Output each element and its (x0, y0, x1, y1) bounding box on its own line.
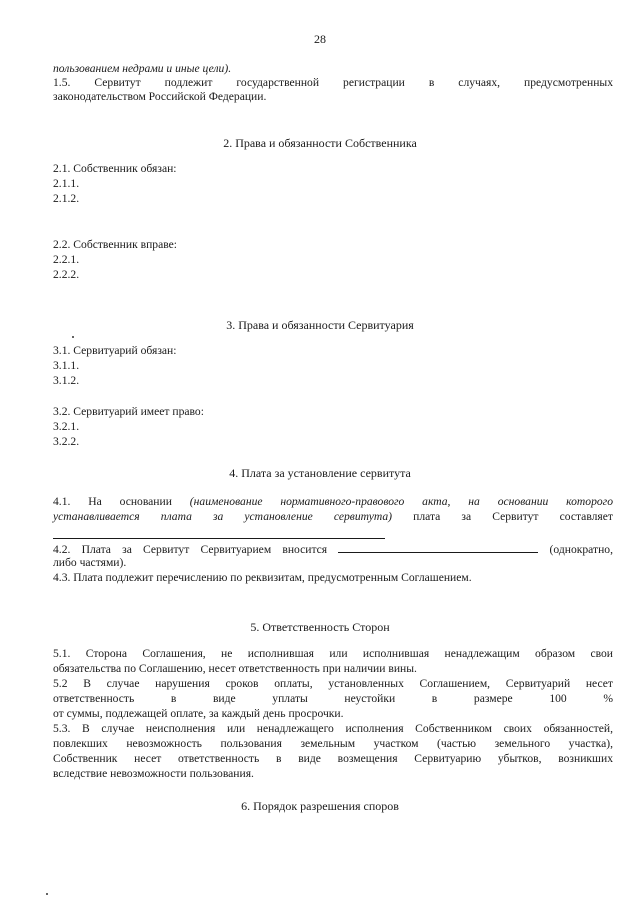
clause-4-2-line-2: либо частями). (53, 556, 127, 569)
clause-3-2-2: 3.2.2. (53, 435, 80, 448)
clause-1-5-line-1: 1.5. Сервитут подлежит государственной регистрации в случаях, предусмотренных (53, 76, 613, 89)
clause-2-1-1: 2.1.1. (53, 177, 80, 190)
clause-4-1-line-2 (53, 510, 613, 524)
ink-speck (72, 336, 74, 338)
clause-4-1-suffix: плата за Сервитут составляет (413, 510, 613, 523)
clause-4-2-prefix: 4.2. Плата за Сервитут Сервитуарием вносится (53, 543, 328, 556)
clause-2-2-2: 2.2.2. (53, 268, 80, 281)
clause-5-2-line-2: ответственность в виде уплаты неустойки в размере 100 % (53, 692, 613, 705)
clause-4-1-italic-1: (наименование нормативного-правового акта, на основании которого (189, 495, 613, 508)
clause-5-2-line-1: 5.2 В случае нарушения сроков оплаты, установленных Соглашением, Сервитуарий несет (53, 677, 613, 690)
payment-blank-line (338, 542, 538, 553)
clause-3-1-2: 3.1.2. (53, 374, 80, 387)
clause-3-1-1: 3.1.1. (53, 359, 80, 372)
page-number: 28 (314, 32, 326, 46)
clause-4-2-suffix: (однократно, (549, 543, 613, 556)
clause-5-3-line-3: Собственник несет ответственность в виде возмещения Сервитуарию убытков, возникших (53, 752, 613, 765)
amount-blank-line (53, 538, 385, 539)
clause-1-5-line-2: законодательством Российской Федерации. (53, 90, 267, 103)
clause-2-1: 2.1. Собственник обязан: (53, 162, 177, 175)
clause-5-1-line-2: обязательства по Соглашению, несет ответственность при наличии вины. (53, 662, 417, 675)
section-5-heading: 5. Ответственность Сторон (250, 620, 390, 634)
clause-5-2-line-3: от суммы, подлежащей оплате, за каждый день просрочки. (53, 707, 344, 720)
ink-speck (46, 893, 48, 895)
clause-4-2-line-1 (53, 542, 613, 557)
clause-4-3: 4.3. Плата подлежит перечислению по реквизитам, предусмотренным Соглашением. (53, 571, 472, 584)
clause-3-2-1: 3.2.1. (53, 420, 80, 433)
clause-2-2: 2.2. Собственник вправе: (53, 238, 178, 251)
section-2-heading: 2. Права и обязанности Собственника (223, 136, 417, 150)
clause-4-1-prefix: 4.1. На основании (53, 495, 172, 508)
clause-3-2: 3.2. Сервитуарий имеет право: (53, 405, 204, 418)
clause-2-2-1: 2.2.1. (53, 253, 80, 266)
clause-4-1-line-1 (53, 495, 613, 509)
clause-4-1-italic-2: устанавливается плата за установление сервитута) (53, 510, 393, 523)
clause-2-1-2: 2.1.2. (53, 192, 80, 205)
clause-5-3-line-2: повлекших невозможность пользования земельным участком (частью земельного участка), (53, 737, 613, 750)
clause-5-1-line-1: 5.1. Сторона Соглашения, не исполнившая или исполнившая ненадлежащим образом свои (53, 647, 613, 660)
clause-3-1: 3.1. Сервитуарий обязан: (53, 344, 177, 357)
intro-line-1: пользованием недрами и иные цели). (53, 62, 232, 75)
clause-5-3-line-4: вследствие невозможности пользования. (53, 767, 254, 780)
clause-5-3-line-1: 5.3. В случае неисполнения или ненадлежащего исполнения Собственником своих обязанностей, (53, 722, 613, 735)
section-3-heading: 3. Права и обязанности Сервитуария (226, 318, 414, 332)
section-4-heading: 4. Плата за установление сервитута (229, 466, 411, 480)
section-6-heading: 6. Порядок разрешения споров (241, 799, 399, 813)
